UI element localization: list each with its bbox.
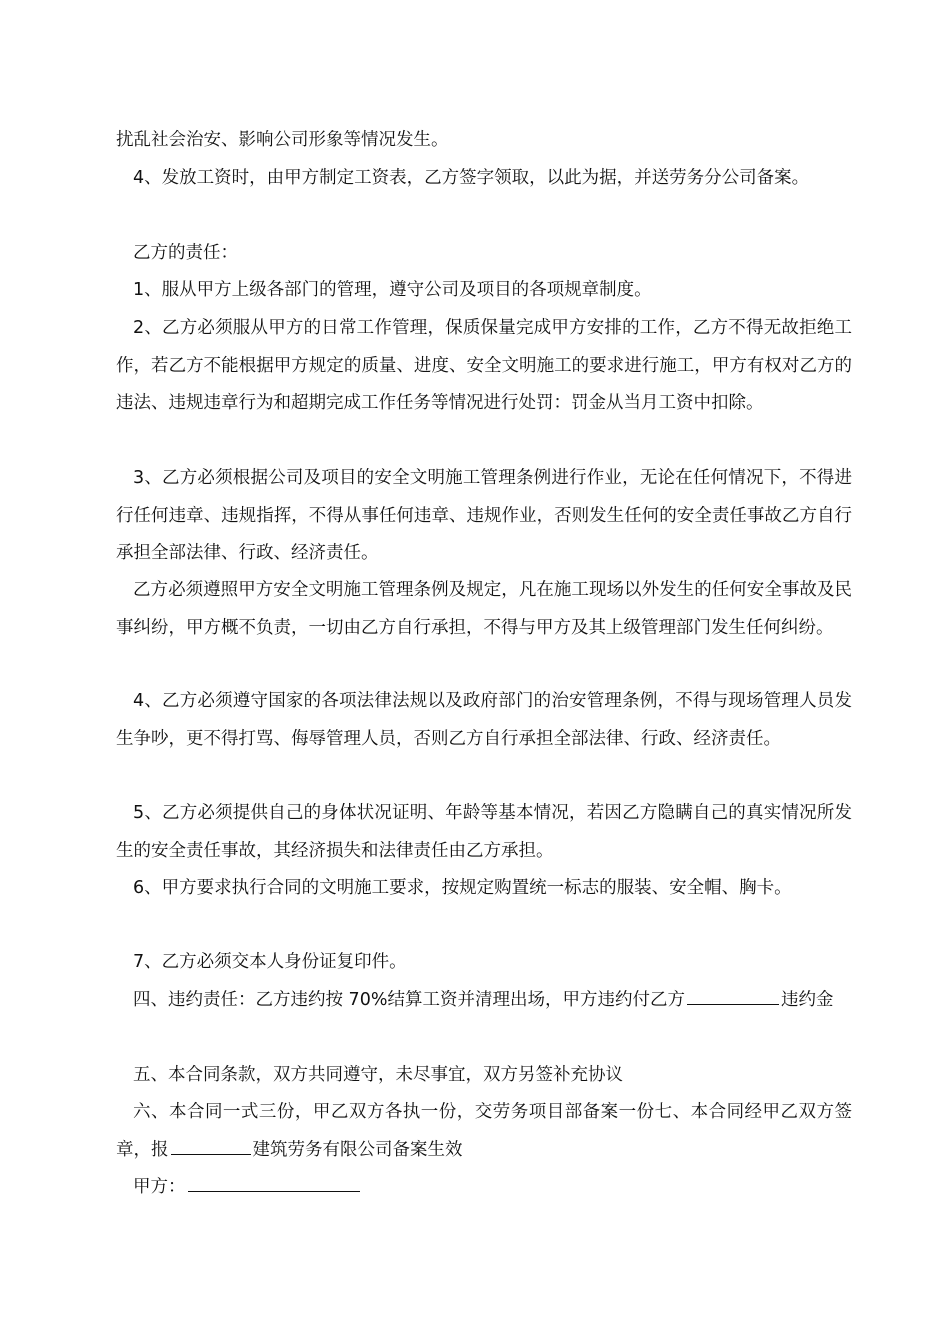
clause-5: 五、本合同条款，双方共同遵守，未尽事宜，双方另签补充协议 [133,1065,623,1085]
paragraph-b1: 1、服从甲方上级各部门的管理，遵守公司及项目的各项规章制度。 [133,280,652,300]
paragraph-2: 4、发放工资时，由甲方制定工资表，乙方签字领取，以此为据，并送劳务分公司备案。 [133,168,810,188]
paragraph-b2: 2、乙方必须服从甲方的日常工作管理，保质保量完成甲方安排的工作，乙方不得无故拒绝工作，若乙方不能根据甲方规定的质量、进度、安全文明施工的要求进行施工，甲方有权对乙方的违法、违规违章行为和超期完成工作任务等情况进行处罚：罚金从当月工资中扣除。 [116,318,852,413]
paragraph-b4: 4、乙方必须遵守国家的各项法律法规以及政府部门的治安管理条例，不得与现场管理人员发生争吵，更不得打骂、侮辱管理人员，否则乙方自行承担全部法律、行政、经济责任。 [116,691,852,749]
section-heading-party-b-duties: 乙方的责任： [133,243,238,263]
breach-clause [116,982,852,1020]
party-a-label: 甲方： [133,1177,186,1197]
paragraph-b3: 3、乙方必须根据公司及项目的安全文明施工管理条例进行作业，无论在任何情况下，不得进行任何违章、违规指挥，不得从事任何违章、违规作业，否则发生任何的安全责任事故乙方自行承担全部法律、行政、经济责任。 [116,468,852,563]
paragraph-b5: 5、乙方必须提供自己的身体状况证明、年龄等基本情况，若因乙方隐瞒自己的真实情况所发生的安全责任事故，其经济损失和法律责任由乙方承担。 [116,803,852,861]
clause-6-suffix: 建筑劳务有限公司备案生效 [252,1139,463,1160]
breach-amount-blank[interactable] [687,987,779,1006]
company-name-blank[interactable] [171,1136,251,1155]
breach-clause-suffix: 违约金 [780,990,834,1010]
paragraph-1: 扰乱社会治安、影响公司形象等情况发生。 [116,130,449,150]
clause-6 [116,1094,852,1169]
breach-clause-text: 四、违约责任：乙方违约按 70%结算工资并清理出场，甲方违约付乙方 [133,990,685,1010]
party-a-signature-line [116,1169,852,1207]
paragraph-b3-extra: 乙方必须遵照甲方安全文明施工管理条例及规定，凡在施工现场以外发生的任何安全事故及民事纠纷，甲方概不负责，一切由乙方自行承担，不得与甲方及其上级管理部门发生任何纠纷。 [116,580,852,638]
party-a-signature-blank[interactable] [188,1174,360,1193]
paragraph-b6: 6、甲方要求执行合同的文明施工要求，按规定购置统一标志的服装、安全帽、胸卡。 [133,878,792,898]
clause-6-text: 六、本合同一式三份，甲乙双方各执一份，交劳务项目部备案一份七、本合同经甲乙双方签章，报 [116,1102,852,1160]
paragraph-b7: 7、乙方必须交本人身份证复印件。 [133,952,407,972]
